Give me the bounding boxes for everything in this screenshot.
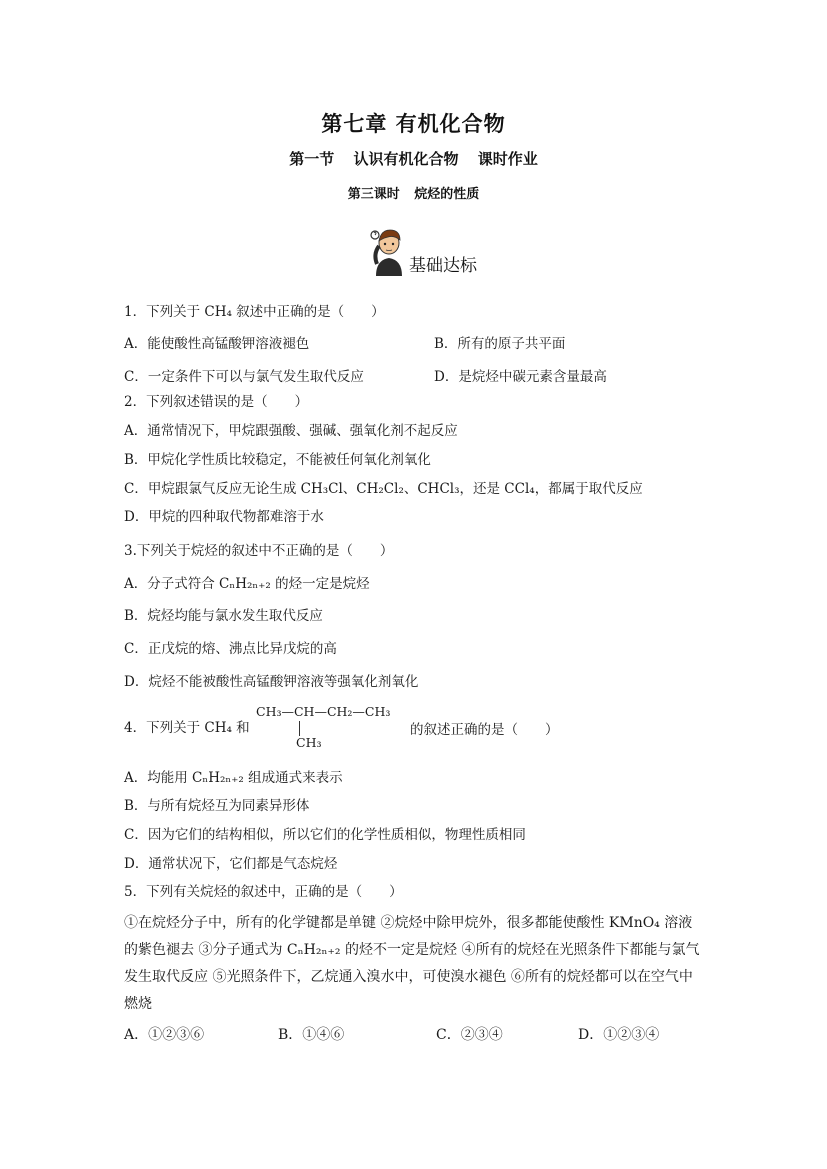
q3-stem: 3.下列关于烷烃的叙述中不正确的是（ ） xyxy=(124,543,394,559)
q5-stem: 5．下列有关烷烃的叙述中，正确的是（ ） xyxy=(124,884,403,900)
q5-statements: ①在烷烃分子中，所有的化学键都是单键 ②烷烃中除甲烷外，很多都能使酸性 KMnO₄ 溶液的紫色褪去 ③分子通式为 CₙH₂ₙ₊₂ 的烃不一定是烷烃 ④所有的烷烃在光照条件下都能与氯气发生取代反应 ⑤光照条件下，乙烷通入溴水中，可使溴水褪色 ⑥所有的烷烃都可以在空气中燃烧 xyxy=(124,915,700,1012)
q4-option-d: D．通常状况下，它们都是气态烷烃 xyxy=(124,856,338,872)
section-badge xyxy=(368,226,498,276)
q3-option-c: C．正戊烷的熔、沸点比异戊烷的高 xyxy=(124,641,337,657)
q3-option-d: D．烷烃不能被酸性高锰酸钾溶液等强氧化剂氧化 xyxy=(124,674,419,690)
q1-option-d: D．是烷烃中碳元素含量最高 xyxy=(434,369,607,385)
q2-option-b: B．甲烷化学性质比较稳定，不能被任何氧化剂氧化 xyxy=(124,452,431,468)
q2-option-a: A．通常情况下，甲烷跟强酸、强碱、强氧化剂不起反应 xyxy=(124,423,458,439)
q4-option-c: C．因为它们的结构相似，所以它们的化学性质相似，物理性质相同 xyxy=(124,827,526,843)
student-thinking-icon xyxy=(368,226,410,276)
q1-option-c: C．一定条件下可以与氯气发生取代反应 xyxy=(124,369,364,385)
lesson-title: 第三课时 烷烃的性质 xyxy=(347,187,480,202)
q5-option-a: A．①②③⑥ xyxy=(124,1027,205,1043)
q4-stem-end: 的叙述正确的是（ ） xyxy=(410,722,559,738)
chapter-title: 第七章 有机化合物 xyxy=(321,111,506,136)
q5-option-b: B．①④⑥ xyxy=(278,1027,345,1043)
q4-option-a: A．均能用 CₙH₂ₙ₊₂ 组成通式来表示 xyxy=(124,770,343,786)
q2-option-c: C．甲烷跟氯气反应无论生成 CH₃Cl、CH₂Cl₂、CHCl₃，还是 CCl₄，都属于取代反应 xyxy=(124,481,643,497)
q5-option-c: C．②③④ xyxy=(436,1027,503,1043)
q2-stem: 2．下列叙述错误的是（ ） xyxy=(124,394,309,410)
q4-structural-formula-branch: CH₃ xyxy=(296,735,322,750)
q1-stem: 1．下列关于 CH₄ 叙述中正确的是（ ） xyxy=(124,304,385,320)
q4-structural-formula-bond xyxy=(299,721,300,736)
q1-option-b: B．所有的原子共平面 xyxy=(434,336,566,352)
q3-option-a: A．分子式符合 CₙH₂ₙ₊₂ 的烃一定是烷烃 xyxy=(124,576,370,592)
q4-stem-start: 4．下列关于 CH₄ 和 xyxy=(124,720,250,736)
q4-option-b: B．与所有烷烃互为同素异形体 xyxy=(124,798,310,814)
q1-option-a: A．能使酸性高锰酸钾溶液褪色 xyxy=(124,336,310,352)
badge-label: 基础达标 xyxy=(409,256,477,276)
q4-structural-formula-main-chain: CH₃—CH—CH₂—CH₃ xyxy=(256,704,391,719)
q3-option-b: B．烷烃均能与氯水发生取代反应 xyxy=(124,608,323,624)
q5-option-d: D．①②③④ xyxy=(578,1027,660,1043)
section-title: 第一节 认识有机化合物 课时作业 xyxy=(289,150,538,168)
q2-option-d: D．甲烷的四种取代物都难溶于水 xyxy=(124,509,324,525)
